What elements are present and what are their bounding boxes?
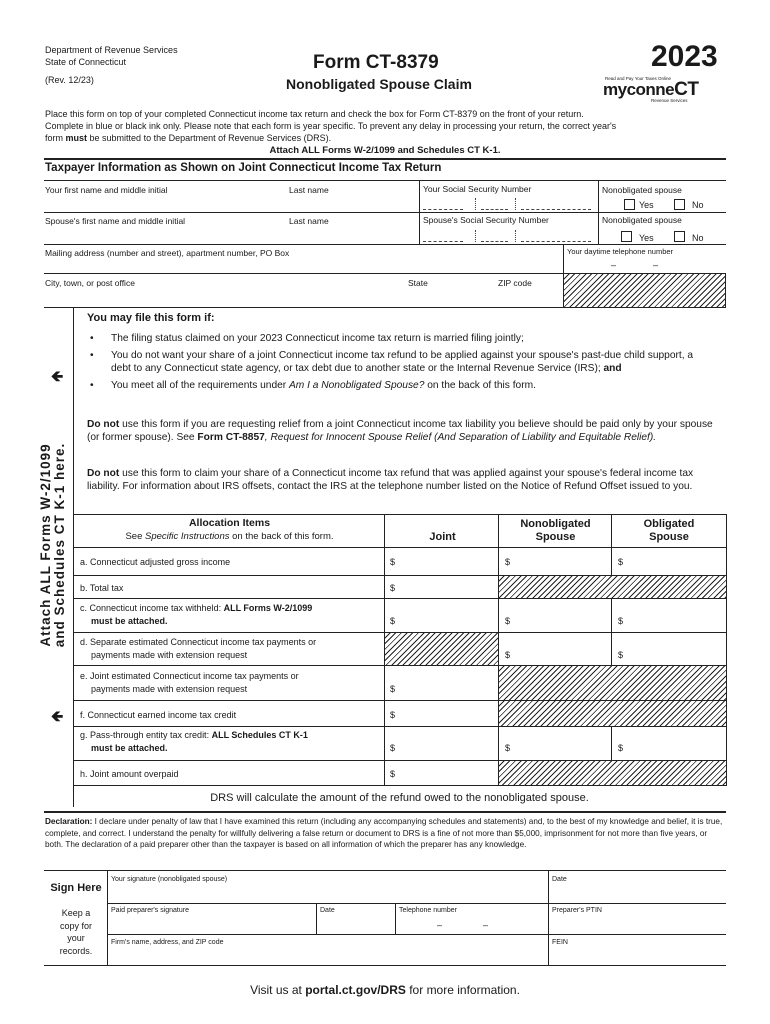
preparer-ptin-field[interactable]: Preparer's PTIN [552, 907, 602, 914]
intro-line-2: Complete in blue or black ink only. Please note that each form is year specific. To prevent any delay in processing your return, the correct year's [45, 121, 617, 131]
spouse-ssn-field[interactable] [423, 229, 593, 243]
row-f-joint[interactable]: $ [390, 710, 396, 720]
firm-info-field[interactable]: Firm's name, address, and ZIP code [111, 939, 224, 946]
no-label: No [692, 200, 704, 210]
hatched-cell-b [498, 575, 727, 599]
sign-here-label: Sign Here [50, 882, 102, 894]
bullet-2: • You do not want your share of a joint Connecticut income tax refund to be applied against your spouse's past-due child support, a debt to any Connecticut state agency, or tax debt due to another state or the Internal Revenue Service (IRS); and [87, 349, 715, 375]
logo-ct: CT [674, 79, 699, 100]
zip-label: ZIP code [498, 278, 532, 288]
telephone-dash-1: – [437, 920, 443, 930]
row-g-label-1: g. Pass-through entity tax credit: ALL Schedules CT K-1 [80, 730, 308, 740]
state-label: State [408, 278, 428, 288]
row-e-label-2: payments made with extension request [91, 684, 248, 694]
row-g-obligated[interactable]: $ [618, 743, 624, 753]
signature-date-field[interactable]: Date [552, 876, 567, 883]
row-c-label-1: c. Connecticut income tax withheld: ALL Forms W-2/1099 [80, 603, 313, 613]
spouse-nonobligated-no-checkbox[interactable] [674, 231, 685, 242]
do-not-paragraph-2: Do not use this form to claim your share of a Connecticut income tax refund that was applied against your spouse's federal income tax liability. For information about IRS offsets, contact the IRS at the telephone number listed on the Notice of Refund Offset issued to you. [87, 468, 694, 492]
telephone-dash-2: – [483, 920, 489, 930]
attach-instruction: Attach ALL Forms W-2/1099 and Schedules CT K-1. [269, 145, 501, 156]
row-g-label-2: must be attached. [91, 743, 168, 753]
row-a-label: a. Connecticut adjusted gross income [80, 557, 231, 567]
first-name-label: Your first name and middle initial [45, 185, 168, 195]
row-c-obligated[interactable]: $ [618, 616, 624, 626]
ssn-label: Your Social Security Number [423, 184, 532, 194]
col-nonobligated-header: Nonobligated Spouse [520, 518, 591, 543]
phone-dash-1: – [611, 260, 617, 270]
allocation-subtitle: See Specific Instructions on the back of this form. [125, 531, 334, 542]
row-c-label-2: must be attached. [91, 616, 168, 626]
nonobligated-no-checkbox[interactable] [674, 199, 685, 210]
row-b-joint[interactable]: $ [390, 583, 396, 593]
col-obligated-header: Obligated Spouse [643, 518, 695, 543]
row-c-joint[interactable]: $ [390, 616, 396, 626]
form-subtitle: Nonobligated Spouse Claim [286, 76, 472, 92]
row-b-label: b. Total tax [80, 583, 124, 593]
declaration-text: Declaration: I declare under penalty of law that I have examined this return (including any accompanying schedules and statements) and, to the best of my knowledge and belief, it is true, complete, and correct. I understand the penalty for willfully delivering a false return or document to DRS is a fine of not more than $5,000, imprisonment for not more than five years, or both. The declaration of a paid preparer other than the taxpayer is based on all information of which the preparer has any knowledge. [45, 817, 723, 849]
preparer-date-field[interactable]: Date [320, 907, 335, 914]
logo-text: myconne [603, 80, 675, 99]
row-c-nonobligated[interactable]: $ [505, 616, 511, 626]
row-d-label-1: d. Separate estimated Connecticut income tax payments or [80, 637, 317, 647]
hatched-cell-d [384, 632, 499, 666]
form-title: Form CT-8379 [313, 52, 439, 73]
preparer-signature-field[interactable]: Paid preparer's signature [111, 907, 189, 914]
bullet-1: • The filing status claimed on your 2023 Connecticut income tax return is married filing jointly; [87, 332, 715, 345]
drs-calculation-note: DRS will calculate the amount of the refund owed to the nonobligated spouse. [210, 792, 589, 804]
side-text-line-2: and Schedules CT K-1 here. [52, 442, 67, 648]
row-h-joint[interactable]: $ [390, 769, 396, 779]
row-d-obligated[interactable]: $ [618, 650, 624, 660]
spouse-last-name-label: Last name [289, 216, 329, 226]
side-text-line-1: Attach ALL Forms W-2/1099 [38, 443, 53, 647]
footer-text: Visit us at portal.ct.gov/DRS for more information. [250, 983, 520, 997]
department-name: Department of Revenue Services [45, 45, 178, 55]
no-label-2: No [692, 233, 704, 243]
row-d-label-2: payments made with extension request [91, 650, 248, 660]
taxpayer-section-title: Taxpayer Information as Shown on Joint Connecticut Income Tax Return [45, 162, 442, 174]
nonobligated-spouse-label-2: Nonobligated spouse [602, 215, 682, 225]
tax-year: 2023 [651, 40, 718, 73]
do-not-paragraph-1: Do not use this form if you are requesting relief from a joint Connecticut income tax liability you believe should be paid only by your spouse (or former spouse). See Form CT-8857, Request for Innocent Spouse Relief (And Separation of Liability and Equitable Relief). [87, 419, 713, 443]
intro-line-3: form must be submitted to the Department of Revenue Services (DRS). [45, 133, 332, 143]
eligibility-list [87, 332, 715, 396]
eligibility-title: You may file this form if: [87, 312, 215, 324]
row-e-label-1: e. Joint estimated Connecticut income tax payments or [80, 671, 299, 681]
yes-label-2: Yes [639, 233, 654, 243]
side-attach-text [37, 425, 69, 665]
shaded-area [563, 273, 726, 308]
hatched-cell-f [498, 700, 727, 727]
preparer-telephone-field[interactable]: Telephone number [399, 907, 457, 914]
hatched-cell-h [498, 760, 727, 786]
ssn-field[interactable] [423, 197, 593, 211]
row-g-joint[interactable]: $ [390, 743, 396, 753]
row-e-joint[interactable]: $ [390, 684, 396, 694]
row-h-label: h. Joint amount overpaid [80, 769, 179, 779]
your-signature-field[interactable]: Your signature (nonobligated spouse) [111, 876, 228, 883]
mailing-address-label: Mailing address (number and street), apartment number, PO Box [45, 248, 290, 258]
myconnect-logo [603, 76, 727, 106]
state-name: State of Connecticut [45, 57, 127, 67]
fein-field[interactable]: FEIN [552, 939, 568, 946]
last-name-label: Last name [289, 185, 329, 195]
spouse-nonobligated-yes-checkbox[interactable] [621, 231, 632, 242]
spouse-first-name-label: Spouse's first name and middle initial [45, 216, 186, 226]
row-a-obligated[interactable]: $ [618, 557, 624, 567]
spouse-ssn-label: Spouse's Social Security Number [423, 215, 549, 225]
row-a-nonobligated[interactable]: $ [505, 557, 511, 567]
nonobligated-yes-checkbox[interactable] [624, 199, 635, 210]
revision-date: (Rev. 12/23) [45, 75, 94, 85]
nonobligated-spouse-label: Nonobligated spouse [602, 185, 682, 195]
arrow-left-icon: 🡸 [51, 368, 64, 385]
row-g-nonobligated[interactable]: $ [505, 743, 511, 753]
arrow-left-icon-2: 🡸 [51, 708, 64, 725]
keep-copy-note: Keep a copy for your records. [59, 908, 93, 956]
row-d-nonobligated[interactable]: $ [505, 650, 511, 660]
row-f-label: f. Connecticut earned income tax credit [80, 710, 237, 720]
city-label: City, town, or post office [45, 278, 135, 288]
portal-link[interactable]: portal.ct.gov/DRS [305, 983, 406, 997]
logo-tagline: Read and Pay Your Taxes Online [605, 76, 671, 81]
daytime-phone-label: Your daytime telephone number [567, 247, 674, 256]
row-a-joint[interactable]: $ [390, 557, 396, 567]
yes-label: Yes [639, 200, 654, 210]
col-joint-header: Joint [429, 531, 456, 543]
bullet-3: • You meet all of the requirements under Am I a Nonobligated Spouse? on the back of this form. [87, 379, 715, 392]
allocation-title: Allocation Items [188, 517, 271, 529]
logo-subtitle: Revenue Services [651, 98, 688, 103]
hatched-cell-e [498, 665, 727, 701]
intro-line-1: Place this form on top of your completed Connecticut income tax return and check the box for Form CT-8379 on the front of your return. [45, 109, 584, 119]
phone-dash-2: – [653, 260, 659, 270]
